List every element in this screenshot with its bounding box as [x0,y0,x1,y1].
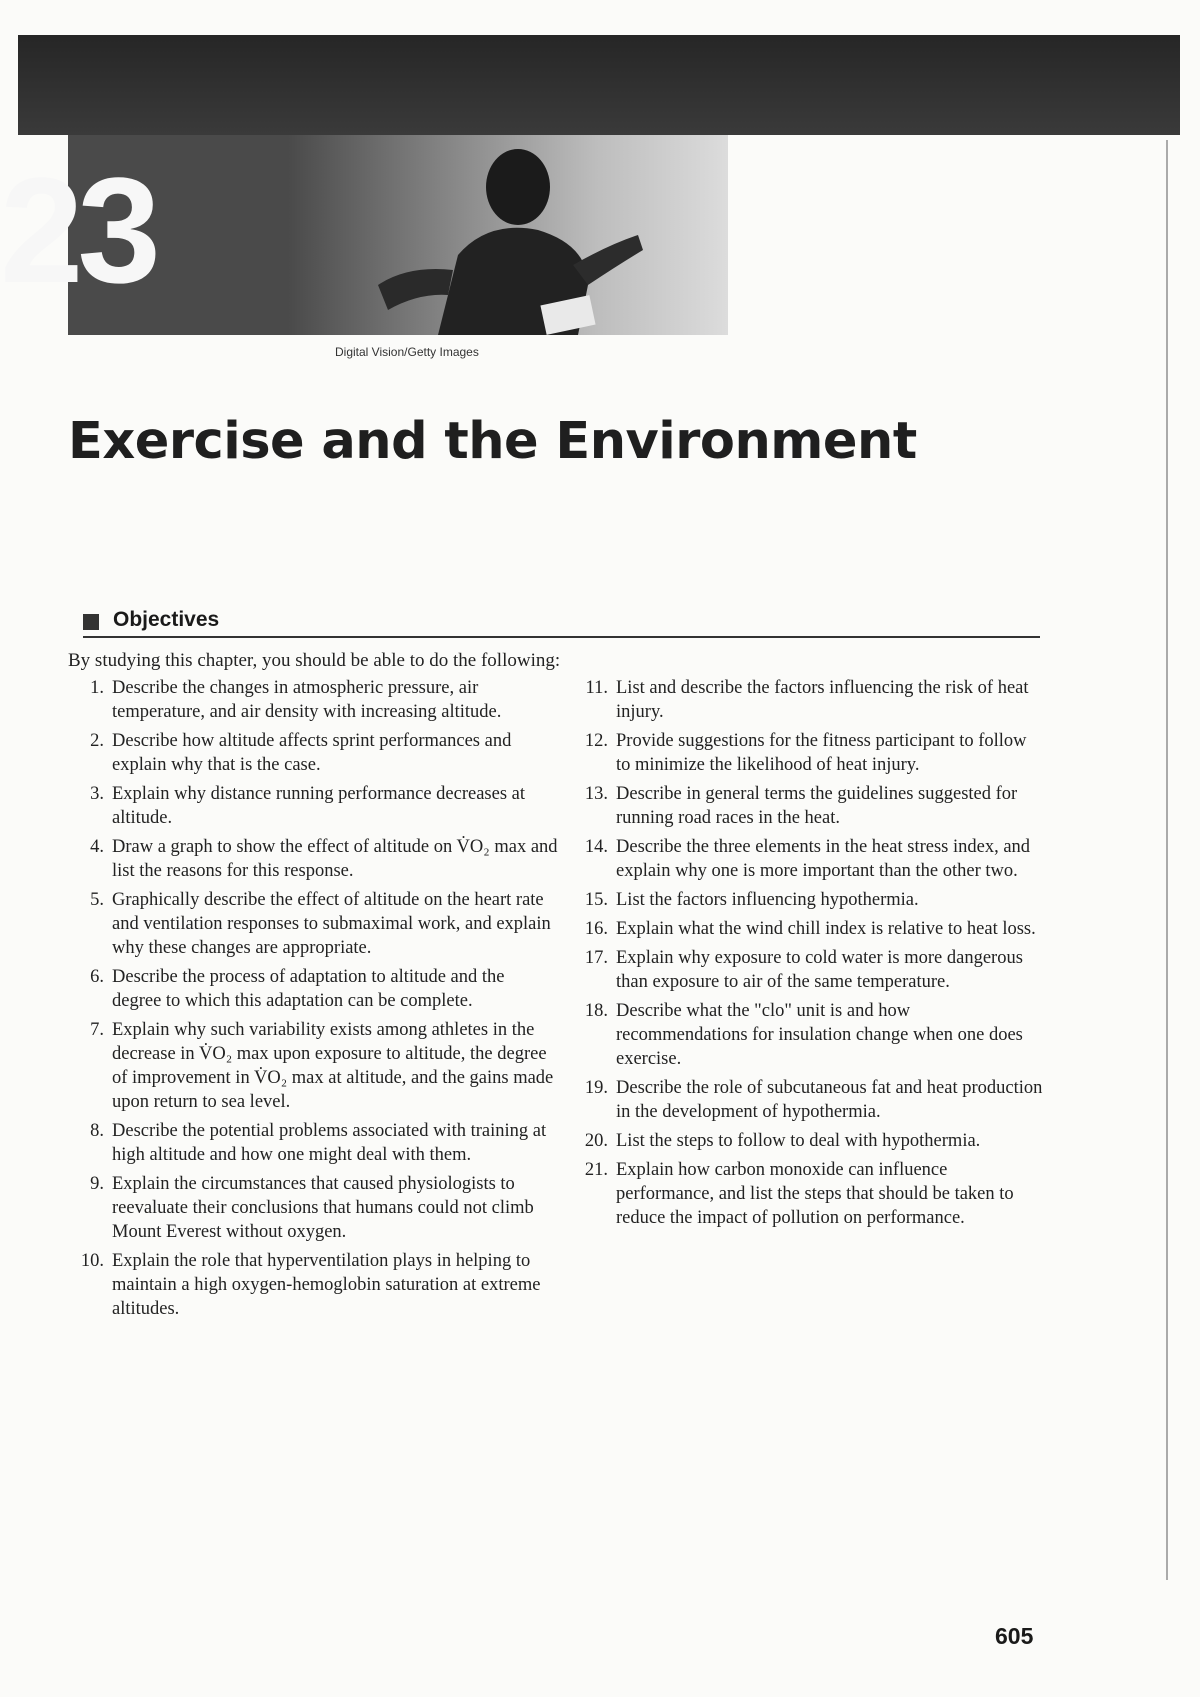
objective-text: Explain why distance running performance decreases at altitude. [112,784,525,828]
objective-number: 21. [584,1160,608,1180]
objective-item [68,1249,558,1321]
objective-number: 1. [90,678,104,698]
objective-text: Describe the three elements in the heat stress index, and explain why one is more important than the other two. [616,837,1031,881]
objective-item [572,888,1044,912]
page-number: 605 [995,1623,1034,1649]
objective-item [68,676,558,724]
objective-number: 17. [584,948,608,968]
objective-text: Explain the role that hyperventilation plays in helping to maintain a high oxygen-hemoglobin saturation at extreme altitudes. [112,1251,541,1319]
objective-item [572,946,1044,994]
objective-number: 16. [584,919,608,939]
objective-item [572,1158,1044,1230]
objective-text: Graphically describe the effect of altitude on the heart rate and ventilation responses to submaximal work, and explain why these changes are appropriate. [112,890,551,958]
objectives-header [83,608,1040,638]
objective-item [68,888,558,960]
objective-number: 7. [90,1020,104,1040]
objective-number: 10. [80,1251,104,1271]
objective-text: Explain the circumstances that caused physiologists to reevaluate their conclusions that humans could not climb Mount Everest without oxygen. [112,1174,534,1242]
objectives-intro: By studying this chapter, you should be able to do the following: [68,650,561,671]
objective-text: List and describe the factors influencing the risk of heat injury. [616,678,1029,722]
objective-number: 18. [584,1001,608,1021]
square-bullet-icon [83,614,99,630]
objective-number: 3. [90,784,104,804]
header-band [18,35,1180,135]
objective-number: 8. [90,1121,104,1141]
chapter-number: 23 [0,146,155,314]
objectives-heading: Objectives [113,608,220,631]
objective-text: List the steps to follow to deal with hypothermia. [616,1131,981,1151]
objectives-list-right [572,676,1044,1235]
objective-item [68,782,558,830]
objective-text: Describe the changes in atmospheric pressure, air temperature, and air density with increasing altitude. [112,678,502,722]
objective-text: Describe the process of adaptation to altitude and the degree to which this adaptation can be complete. [112,967,505,1011]
objective-item [68,729,558,777]
objective-number: 14. [584,837,608,857]
objective-item [68,1018,558,1114]
objective-number: 11. [585,678,608,698]
objective-number: 6. [90,967,104,987]
objective-text: Explain how carbon monoxide can influence performance, and list the steps that should be taken to reduce the impact of pollution on performance. [616,1160,1014,1228]
objective-number: 20. [584,1131,608,1151]
objective-text: Describe what the "clo" unit is and how recommendations for insulation change when one does exercise. [616,1001,1023,1069]
objective-text: Draw a graph to show the effect of altitude on V̇O₂ max and list the reasons for this response. [112,837,558,881]
objective-text: Explain what the wind chill index is relative to heat loss. [616,919,1036,939]
objective-item [572,782,1044,830]
objective-number: 4. [90,837,104,857]
objective-text: Describe how altitude affects sprint performances and explain why that is the case. [112,731,512,775]
objective-text: Describe in general terms the guidelines suggested for running road races in the heat. [616,784,1018,828]
objective-number: 2. [90,731,104,751]
objective-item [68,835,558,883]
objective-number: 15. [584,890,608,910]
objective-item [68,965,558,1013]
objective-item [572,999,1044,1071]
objective-text: Describe the role of subcutaneous fat and heat production in the development of hypothermia. [616,1078,1043,1122]
objective-number: 19. [584,1078,608,1098]
objective-item [572,729,1044,777]
objective-text: Provide suggestions for the fitness participant to follow to minimize the likelihood of heat injury. [616,731,1027,775]
objective-number: 5. [90,890,104,910]
objective-text: List the factors influencing hypothermia. [616,890,919,910]
objective-text: Explain why such variability exists among athletes in the decrease in V̇O₂ max upon exposure to altitude, the degree of improvement in V̇O₂ max at altitude, and the gains made upon return to sea level. [112,1020,554,1112]
sprinter-silhouette [288,135,728,335]
chapter-title: Exercise and the Environment [68,412,917,471]
objective-text: Explain why exposure to cold water is more dangerous than exposure to air of the same temperature. [616,948,1023,992]
photo-credit: Digital Vision/Getty Images [335,345,479,359]
chapter-banner [68,135,728,335]
objective-text: Describe the potential problems associated with training at high altitude and how one might deal with them. [112,1121,547,1165]
objective-number: 13. [584,784,608,804]
objective-item [572,835,1044,883]
objective-item [68,1172,558,1244]
objective-item [572,1076,1044,1124]
objective-item [572,1129,1044,1153]
objectives-list-left [68,676,558,1326]
objective-item [572,917,1044,941]
objective-item [68,1119,558,1167]
objective-item [572,676,1044,724]
objective-number: 12. [584,731,608,751]
objective-number: 9. [90,1174,104,1194]
page-edge-line [1166,140,1168,1580]
sprinter-photo [288,135,728,335]
